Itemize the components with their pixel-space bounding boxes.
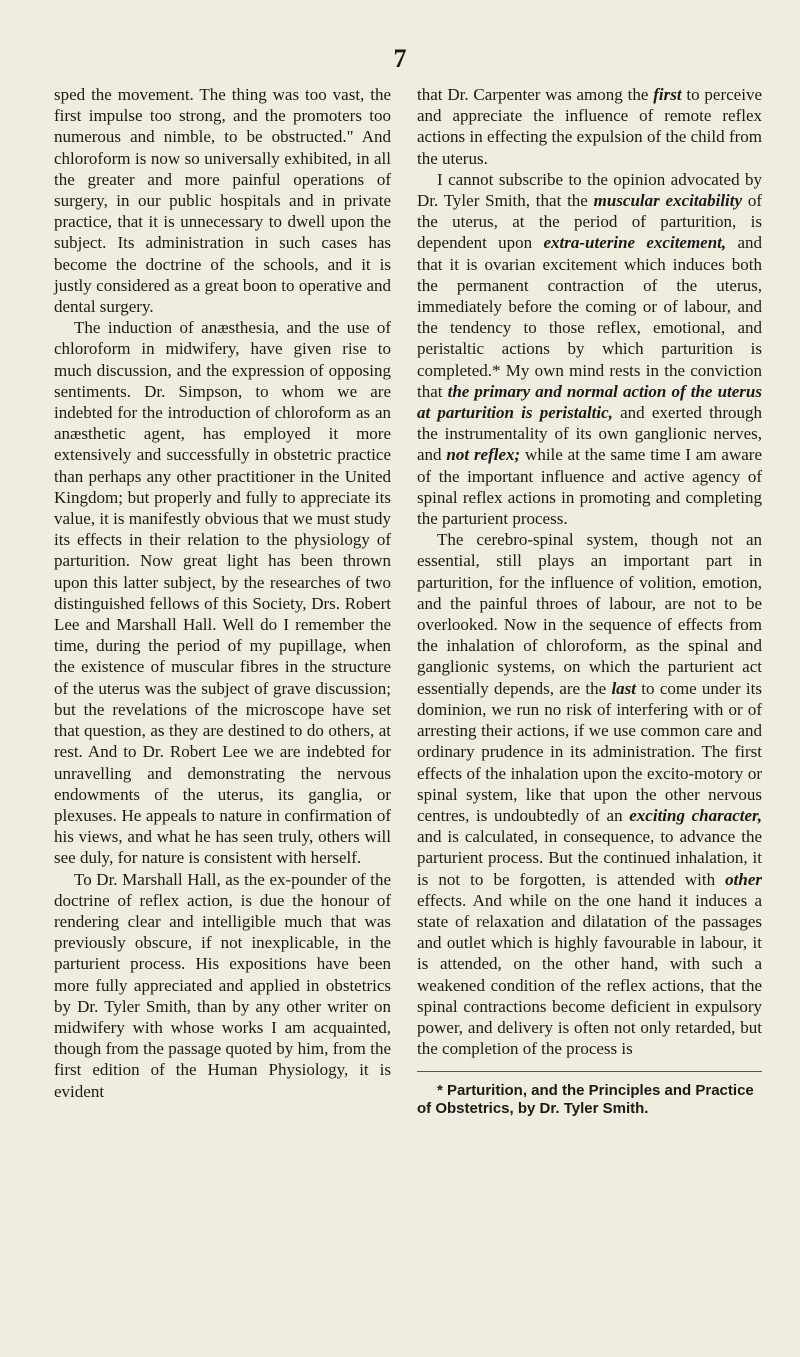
text-run: of the uterus, at the period of parturition, is dependent upon — [417, 191, 762, 253]
paragraph: To Dr. Marshall Hall, as the ex-pounder of the doctrine of reflex action, is due the honour of rendering clear and intelligible much that was previously obscure, if not inexplicable, in the parturient process. His expositions have been more fully appreciated and applied in obstetrics by Dr. Tyler Smith, than by any other writer on midwifery with whose works I am acquainted, though from the passage quoted by him, from the first edition of the Human Physiology, it is evident — [54, 869, 391, 1101]
text-run: and is calculated, in consequence, to advance the parturient process. But the continued inhalation, it is not to be forgotten, is attended with — [417, 827, 762, 889]
text-run: and that it is ovarian excitement which induces both the permanent contraction of the uterus, immediately before the coming or of labour, and the tendency to those reflex, emotional, and peristaltic actions by which parturition is completed.* My own mind rests in the conviction that — [417, 233, 763, 401]
emphasis: the primary and normal action of the uterus at parturition is peristaltic, — [417, 381, 762, 423]
text-run: and exerted through the instrumentality of its own ganglionic nerves, and — [417, 403, 762, 465]
emphasis: exciting character, — [629, 805, 762, 825]
footnote: * Parturition, and the Principles and Practice of Obstetrics, by Dr. Tyler Smith. — [417, 1082, 754, 1118]
left-column — [54, 84, 391, 1102]
footnote-divider — [417, 1071, 762, 1072]
emphasis: not reflex; — [446, 445, 521, 465]
text-run: to perceive and appreciate the influence of remote reflex actions in effecting the expulsion of the child from the uterus. — [417, 85, 762, 168]
paragraph: The induction of anæsthesia, and the use of chloroform in midwifery, have given rise to much discussion, and the expression of opposing sentiments. Dr. Simpson, to whom we are indebted for the introduction of chloroform as an anæsthetic agent, has employed it more extensively and successfully in obstetric practice than perhaps any other practitioner in the United Kingdom; but properly and fully to appreciate its value, it is manifestly obvious that we must study its effects in their relation to the physiology of parturition. Now great light has been thrown upon this latter subject, by the researches of two distinguished fellows of this Society, Drs. Robert Lee and Marshall Hall. Well do I remember the time, during the period of my pupillage, when the existence of muscular fibres in the structure of the uterus was the subject of grave discussion; but the revelations of the microscope have set that question, as they are destined to do others, at rest. And to Dr. Robert Lee we are indebted for unravelling and demonstrating the nervous endowments of the uterus, its ganglia, or plexuses. He appeals to nature in confirmation of his views, and what he has seen truly, others will see duly, for nature is consistent with herself. — [54, 318, 391, 868]
emphasis: last — [611, 678, 636, 698]
text-run: while at the same time I am aware of the important influence and active agency of spinal reflex actions in promoting and completing the parturient process. — [417, 445, 762, 529]
emphasis: other — [725, 869, 762, 889]
paragraph — [417, 529, 762, 1059]
page-number: 7 — [393, 44, 407, 73]
text-run: effects. And while on the one hand it induces a state of relaxation and dilatation of the passages and outlet which is highly favourable in labour, it is attended, on the other hand, with such a weakened condition of the reflex actions, that the spinal contractions become deficient in expulsory power, and delivery is often not only retarded, but the completion of the process is — [417, 890, 762, 1059]
emphasis: extra-uterine excitement, — [543, 233, 727, 253]
paragraph: sped the movement. The thing was too vast, the first impulse too strong, and the promoters too numerous and nimble, to be obstructed." And chloroform is now so universally exhibited, in all the greater and more painful operations of surgery, in our public hospitals and in private practice, that it is unnecessary to dwell upon the subject. Its administration in such cases has become the doctrine of the schools, and it is justly considered as a great boon to operative and dental surgery. — [54, 85, 391, 317]
text-run: The cerebro-spinal system, though not an essential, still plays an important part in parturition, for the influence of volition, emotion, and the painful throes of labour, are not to be overlooked. Now in the sequence of effects from the inhalation of chloroform, as the spinal and ganglionic systems, on which the parturient act essentially depends, are the — [417, 530, 762, 698]
right-column — [417, 84, 762, 1118]
emphasis: muscular excitability — [593, 191, 743, 211]
emphasis: first — [653, 85, 682, 104]
paragraph — [417, 84, 762, 169]
text-run: I cannot subscribe to the opinion advocated by Dr. Tyler Smith, that the — [417, 169, 762, 211]
paragraph — [417, 169, 762, 529]
text-run: that Dr. Carpenter was among the — [417, 85, 654, 104]
text-run: to come under its dominion, we run no risk of interfering with or of arresting their actions, if we use common care and ordinary prudence in its administration. The first effects of the inhalation upon the excito-motory or spinal system, like that upon the other nervous centres, is undoubtedly of an — [417, 678, 762, 825]
